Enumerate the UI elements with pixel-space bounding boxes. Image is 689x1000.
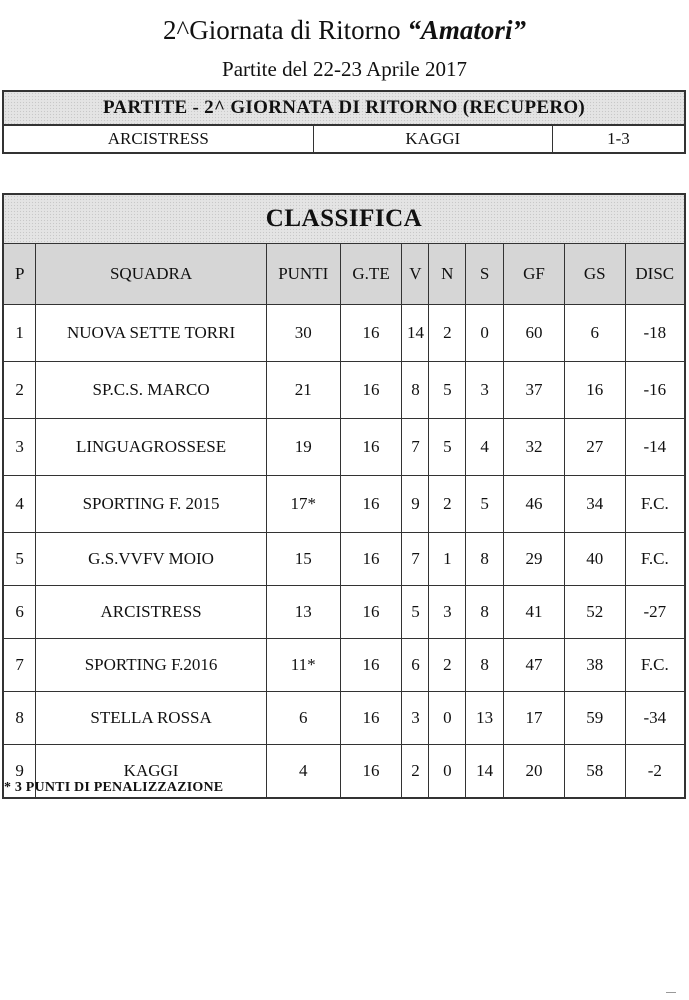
- standings-table: [2, 193, 686, 799]
- cell-drawn: 2: [429, 476, 466, 533]
- match-home-team: ARCISTRESS: [3, 125, 313, 153]
- column-header-drawn: N: [429, 244, 466, 305]
- cell-played: 16: [340, 362, 402, 419]
- cell-drawn: 1: [429, 533, 466, 586]
- standings-row: [3, 305, 685, 362]
- cell-position: 9: [3, 745, 36, 799]
- standings-heading: CLASSIFICA: [3, 194, 685, 244]
- cell-drawn: 0: [429, 692, 466, 745]
- cell-played: 16: [340, 692, 402, 745]
- cell-points: 13: [266, 586, 340, 639]
- standings-row: [3, 476, 685, 533]
- cell-disc: F.C.: [625, 533, 685, 586]
- cell-position: 7: [3, 639, 36, 692]
- cell-lost: 8: [466, 586, 504, 639]
- cell-points: 11*: [266, 639, 340, 692]
- cell-points: 21: [266, 362, 340, 419]
- cell-goals-for: 20: [504, 745, 565, 799]
- column-header-lost: S: [466, 244, 504, 305]
- cell-won: 9: [402, 476, 429, 533]
- cell-disc: -14: [625, 419, 685, 476]
- cell-team: NUOVA SETTE TORRI: [36, 305, 266, 362]
- cell-lost: 8: [466, 533, 504, 586]
- cell-team: SP.C.S. MARCO: [36, 362, 266, 419]
- cell-goals-against: 58: [564, 745, 625, 799]
- standings-caption-row: [3, 194, 685, 244]
- cell-disc: F.C.: [625, 639, 685, 692]
- cell-drawn: 2: [429, 305, 466, 362]
- standings-row: [3, 362, 685, 419]
- cell-lost: 5: [466, 476, 504, 533]
- cell-disc: -27: [625, 586, 685, 639]
- cell-team: STELLA ROSSA: [36, 692, 266, 745]
- standings-row: [3, 639, 685, 692]
- cell-goals-against: 52: [564, 586, 625, 639]
- cell-lost: 3: [466, 362, 504, 419]
- cell-goals-against: 40: [564, 533, 625, 586]
- page-subtitle: Partite del 22-23 Aprile 2017: [222, 57, 467, 81]
- column-header-team: SQUADRA: [36, 244, 266, 305]
- cell-played: 16: [340, 476, 402, 533]
- cell-goals-against: 34: [564, 476, 625, 533]
- cell-lost: 0: [466, 305, 504, 362]
- cell-goals-for: 17: [504, 692, 565, 745]
- match-score: 1-3: [552, 125, 685, 153]
- cell-goals-for: 29: [504, 533, 565, 586]
- penalty-footnote: * 3 PUNTI DI PENALIZZAZIONE: [4, 780, 224, 795]
- cell-won: 7: [402, 533, 429, 586]
- match-row: [3, 125, 685, 153]
- title-prefix: 2^Giornata di Ritorno: [163, 15, 408, 45]
- cell-position: 8: [3, 692, 36, 745]
- cell-position: 5: [3, 533, 36, 586]
- cell-won: 2: [402, 745, 429, 799]
- standings-row: [3, 419, 685, 476]
- cell-goals-for: 37: [504, 362, 565, 419]
- cell-points: 4: [266, 745, 340, 799]
- cell-drawn: 3: [429, 586, 466, 639]
- cell-position: 4: [3, 476, 36, 533]
- column-header-position: P: [3, 244, 36, 305]
- cell-played: 16: [340, 419, 402, 476]
- cell-won: 6: [402, 639, 429, 692]
- column-header-won: V: [402, 244, 429, 305]
- cell-points: 6: [266, 692, 340, 745]
- cell-played: 16: [340, 305, 402, 362]
- cell-goals-against: 38: [564, 639, 625, 692]
- cell-lost: 4: [466, 419, 504, 476]
- cell-position: 2: [3, 362, 36, 419]
- cell-played: 16: [340, 586, 402, 639]
- cell-team: LINGUAGROSSESE: [36, 419, 266, 476]
- cell-points: 30: [266, 305, 340, 362]
- standings-row: [3, 692, 685, 745]
- cell-goals-against: 6: [564, 305, 625, 362]
- cell-drawn: 5: [429, 362, 466, 419]
- cell-team: G.S.VVFV MOIO: [36, 533, 266, 586]
- matches-header-row: [3, 91, 685, 125]
- cell-played: 16: [340, 639, 402, 692]
- cell-drawn: 5: [429, 419, 466, 476]
- title-emphasis: “Amatori”: [407, 15, 526, 45]
- column-header-points: PUNTI: [266, 244, 340, 305]
- cell-disc: -2: [625, 745, 685, 799]
- cell-points: 17*: [266, 476, 340, 533]
- standings-row: [3, 586, 685, 639]
- cell-drawn: 0: [429, 745, 466, 799]
- cell-disc: -18: [625, 305, 685, 362]
- cell-goals-for: 47: [504, 639, 565, 692]
- column-header-goals-for: GF: [504, 244, 565, 305]
- cell-goals-against: 27: [564, 419, 625, 476]
- cell-goals-for: 60: [504, 305, 565, 362]
- cell-team: SPORTING F. 2015: [36, 476, 266, 533]
- cell-points: 19: [266, 419, 340, 476]
- cell-disc: F.C.: [625, 476, 685, 533]
- cell-played: 16: [340, 745, 402, 799]
- matches-heading: PARTITE - 2^ GIORNATA DI RITORNO (RECUPERO): [3, 91, 685, 125]
- column-header-disc: DISC: [625, 244, 685, 305]
- matches-table: [2, 90, 686, 154]
- cell-position: 3: [3, 419, 36, 476]
- cell-won: 14: [402, 305, 429, 362]
- cell-team: ARCISTRESS: [36, 586, 266, 639]
- cell-lost: 13: [466, 692, 504, 745]
- cell-disc: -16: [625, 362, 685, 419]
- cell-won: 8: [402, 362, 429, 419]
- cell-lost: 14: [466, 745, 504, 799]
- cell-goals-for: 41: [504, 586, 565, 639]
- cell-won: 7: [402, 419, 429, 476]
- cell-won: 5: [402, 586, 429, 639]
- page-title: [0, 14, 689, 46]
- column-header-goals-against: GS: [564, 244, 625, 305]
- cell-points: 15: [266, 533, 340, 586]
- cell-goals-against: 59: [564, 692, 625, 745]
- cell-goals-against: 16: [564, 362, 625, 419]
- match-away-team: KAGGI: [313, 125, 552, 153]
- cell-position: 1: [3, 305, 36, 362]
- cell-goals-for: 32: [504, 419, 565, 476]
- cell-played: 16: [340, 533, 402, 586]
- column-header-played: G.TE: [340, 244, 402, 305]
- cell-team: KAGGI: [36, 745, 266, 799]
- cell-drawn: 2: [429, 639, 466, 692]
- cell-team: SPORTING F.2016: [36, 639, 266, 692]
- cell-disc: -34: [625, 692, 685, 745]
- cell-lost: 8: [466, 639, 504, 692]
- standings-header-row: [3, 244, 685, 305]
- cell-position: 6: [3, 586, 36, 639]
- cell-goals-for: 46: [504, 476, 565, 533]
- cell-won: 3: [402, 692, 429, 745]
- page-mark: [666, 992, 676, 993]
- standings-row: [3, 533, 685, 586]
